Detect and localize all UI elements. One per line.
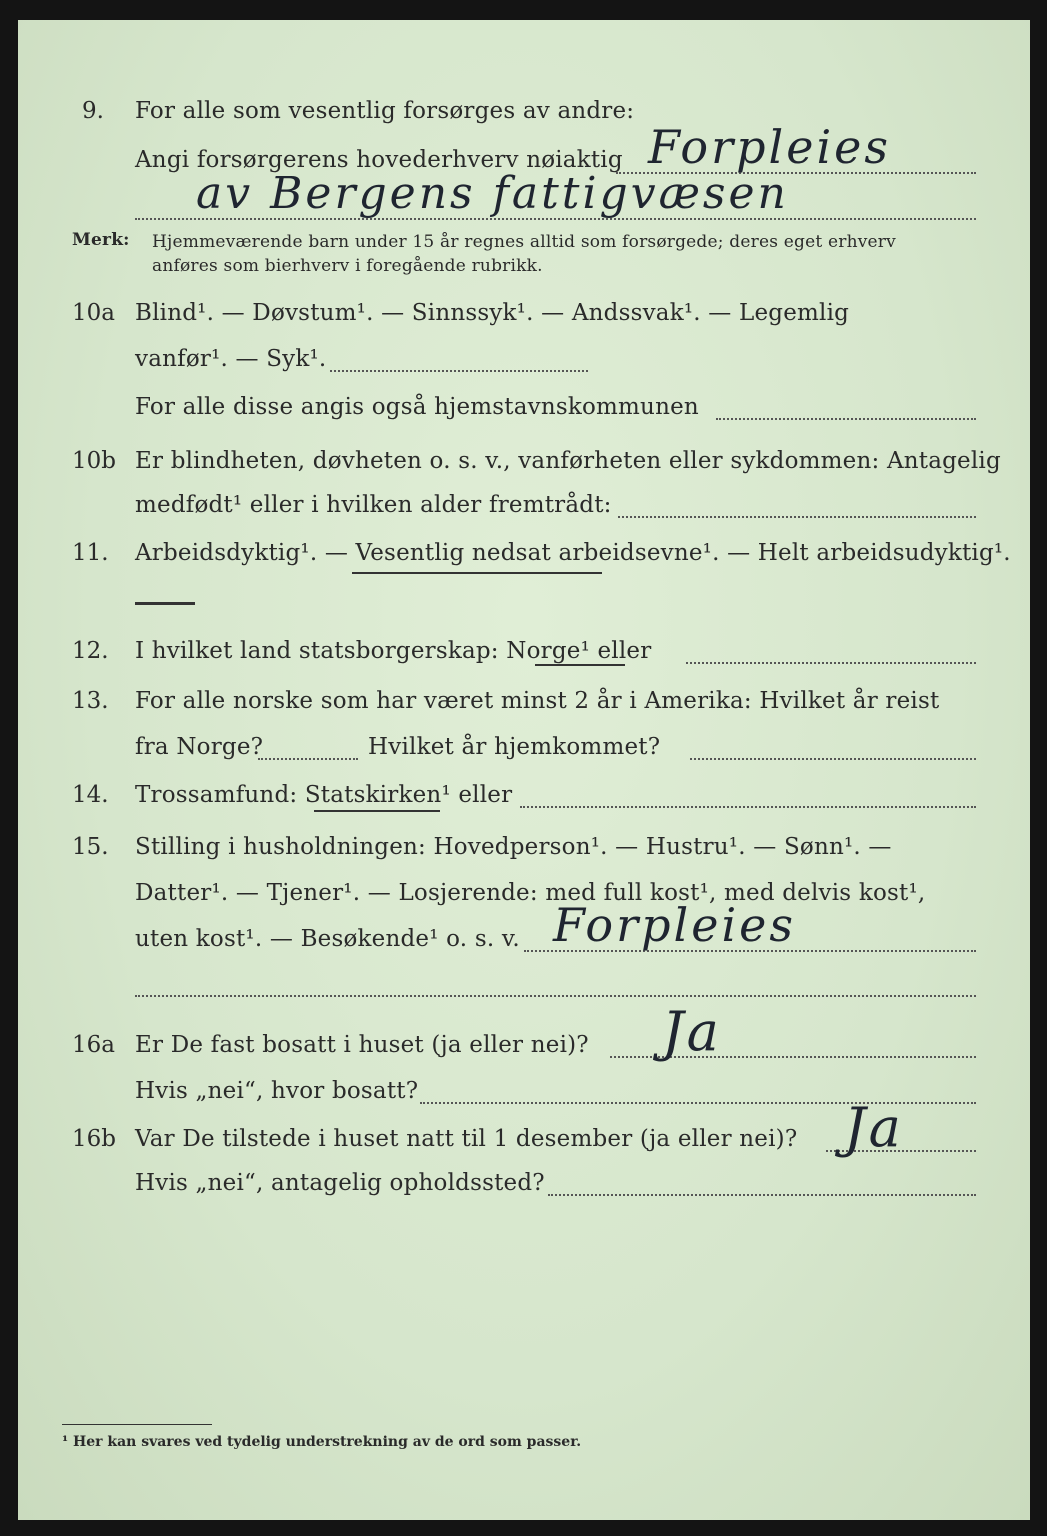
q9-number: 9. (82, 98, 104, 124)
q14-answer-line (520, 806, 976, 808)
q16a-line2: Hvis „nei“, hvor bosatt? (135, 1078, 419, 1104)
footnote-rule (62, 1424, 212, 1425)
q9-line2: Angi forsørgerens hovederhverv nøiaktig (135, 147, 623, 173)
q16b-number: 16b (72, 1126, 116, 1152)
q11-number: 11. (72, 540, 109, 566)
q13-line2b: Hvilket år hjemkommet? (368, 734, 661, 760)
q15-line1: Stilling i husholdningen: Hovedperson¹. — Hustru¹. — Sønn¹. — (135, 834, 892, 860)
q15-line3: uten kost¹. — Besøkende¹ o. s. v. (135, 926, 520, 952)
q9-handwritten-answer1: Forpleies (648, 120, 892, 174)
q16b-line1: Var De tilstede i huset natt til 1 desember (ja eller nei)? (135, 1126, 798, 1152)
merk-label: Merk: (72, 230, 130, 250)
q10a-line2: vanfør¹. — Syk¹. (135, 346, 327, 372)
q13-line1: For alle norske som har været minst 2 år i Amerika: Hvilket år reist (135, 688, 940, 714)
q10b-number: 10b (72, 448, 116, 474)
q11-underline-mark (352, 572, 602, 574)
footnote: ¹ Her kan svares ved tydelig understrekning av de ord som passer. (62, 1434, 582, 1450)
q16a-handwritten-answer: Ja (662, 1000, 722, 1063)
q15-handwritten-answer: Forpleies (553, 898, 797, 952)
census-form-page (18, 20, 1030, 1520)
q10a-answer-line2 (716, 418, 976, 420)
q9-line1: For alle som vesentlig forsørges av andre: (135, 98, 635, 124)
q14-line1: Trossamfund: Statskirken¹ eller (135, 782, 513, 808)
q12-line1: I hvilket land statsborgerskap: Norge¹ eller (135, 638, 652, 664)
q13-answer-line2 (690, 758, 976, 760)
q16a-line1: Er De fast bosatt i huset (ja eller nei)? (135, 1032, 589, 1058)
q13-line2a: fra Norge? (135, 734, 264, 760)
q12-answer-line (686, 662, 976, 664)
q15-answer-line2 (135, 995, 976, 997)
q11-answer-line (135, 602, 195, 605)
q13-number: 13. (72, 688, 109, 714)
q14-underline-mark (314, 810, 440, 812)
q16b-handwritten-answer: Ja (844, 1096, 904, 1159)
merk-line1: Hjemmeværende barn under 15 år regnes alltid som forsørgede; deres eget erhverv (152, 232, 896, 252)
merk-line2: anføres som bierhverv i foregående rubrikk. (152, 256, 543, 276)
q13-answer-line1 (258, 758, 358, 760)
q15-line2: Datter¹. — Tjener¹. — Losjerende: med full kost¹, med delvis kost¹, (135, 880, 926, 906)
q10a-number: 10a (72, 300, 115, 326)
q12-underline-mark (535, 664, 625, 666)
q16a-number: 16a (72, 1032, 115, 1058)
q10a-line3: For alle disse angis også hjemstavnskommunen (135, 394, 699, 420)
q9-handwritten-answer2: av Bergens fattigvæsen (196, 168, 789, 219)
q16b-line2: Hvis „nei“, antagelig opholdssted? (135, 1170, 545, 1196)
q11-line1: Arbeidsdyktig¹. — Vesentlig nedsat arbeidsevne¹. — Helt arbeidsudyktig¹. (135, 540, 1011, 566)
q12-number: 12. (72, 638, 109, 664)
q10a-answer-line1 (330, 370, 588, 372)
q10a-line1: Blind¹. — Døvstum¹. — Sinnssyk¹. — Andssvak¹. — Legemlig (135, 300, 850, 326)
q14-number: 14. (72, 782, 109, 808)
q16b-answer-line2 (548, 1194, 976, 1196)
q10b-line2: medfødt¹ eller i hvilken alder fremtrådt: (135, 492, 612, 518)
q15-number: 15. (72, 834, 109, 860)
q10b-line1: Er blindheten, døvheten o. s. v., vanførheten eller sykdommen: Antagelig (135, 448, 1001, 474)
q10b-answer-line (618, 516, 976, 518)
